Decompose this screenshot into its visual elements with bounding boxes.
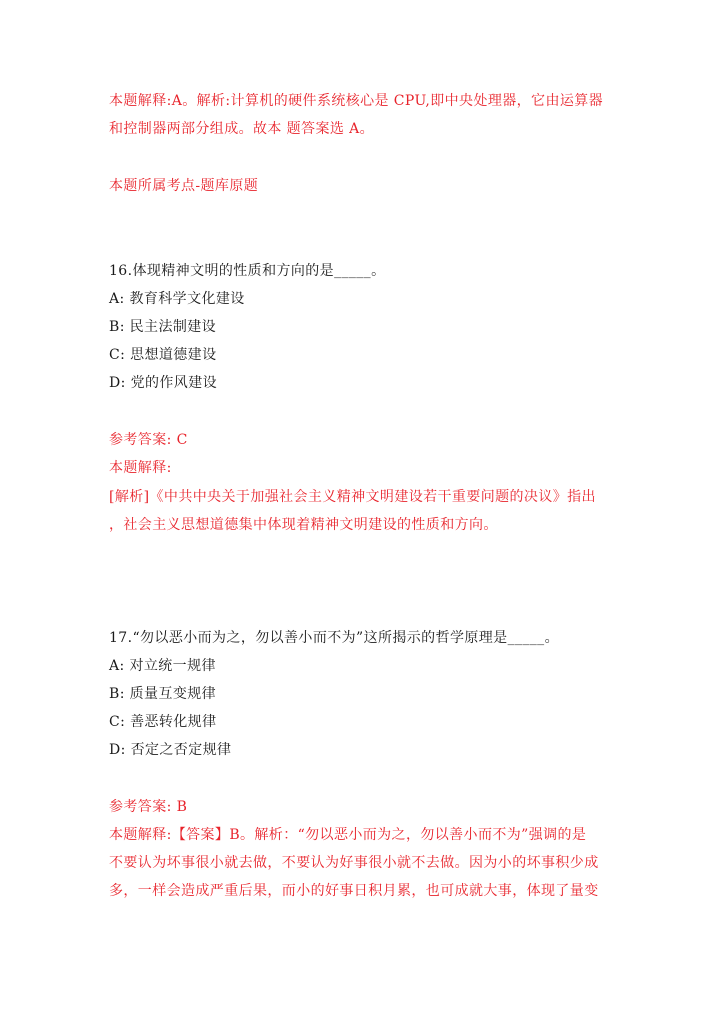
- question-16-option-d: D: 党的作风建设: [109, 375, 217, 391]
- question-16-option-b: B: 民主法制建设: [109, 319, 217, 335]
- question-source-label: 本题所属考点-题库原题: [109, 178, 259, 194]
- question-16-answer: 参考答案: C: [109, 432, 188, 448]
- question-17-explanation-line: 多，一样会造成严重后果，而小的好事日积月累，也可成就大事，体现了量变: [109, 883, 599, 899]
- question-16-stem: 16.体现精神文明的性质和方向的是_____。: [109, 263, 386, 279]
- question-17-answer: 参考答案: B: [109, 799, 188, 815]
- question-16-explanation-label: 本题解释:: [109, 460, 172, 476]
- question-17-option-c: C: 善恶转化规律: [109, 714, 217, 730]
- question-17-option-d: D: 否定之否定规律: [109, 742, 232, 758]
- explanation-text-line: 本题解释:A。解析:计算机的硬件系统核心是 CPU,即中央处理器，它由运算器: [109, 93, 604, 109]
- question-16-explanation-line: ，社会主义思想道德集中体现着精神文明建设的性质和方向。: [109, 517, 498, 533]
- question-17-explanation-line: 不要认为坏事很小就去做，不要认为好事很小就不去做。因为小的坏事积少成: [109, 855, 599, 871]
- question-17-stem: 17.“勿以恶小而为之，勿以善小而不为”这所揭示的哲学原理是_____。: [109, 630, 559, 646]
- question-16-option-a: A: 教育科学文化建设: [109, 291, 245, 307]
- question-16-option-c: C: 思想道德建设: [109, 347, 217, 363]
- question-17-explanation-line: 本题解释:【答案】B。解析：“勿以恶小而为之，勿以善小而不为”强调的是: [109, 827, 587, 843]
- question-17-option-a: A: 对立统一规律: [109, 658, 216, 674]
- question-16-explanation-line: [解析]《中共中央关于加强社会主义精神文明建设若干重要问题的决议》指出: [109, 489, 596, 505]
- explanation-text-line: 和控制器两部分组成。故本 题答案选 A。: [109, 121, 375, 137]
- question-17-option-b: B: 质量互变规律: [109, 686, 217, 702]
